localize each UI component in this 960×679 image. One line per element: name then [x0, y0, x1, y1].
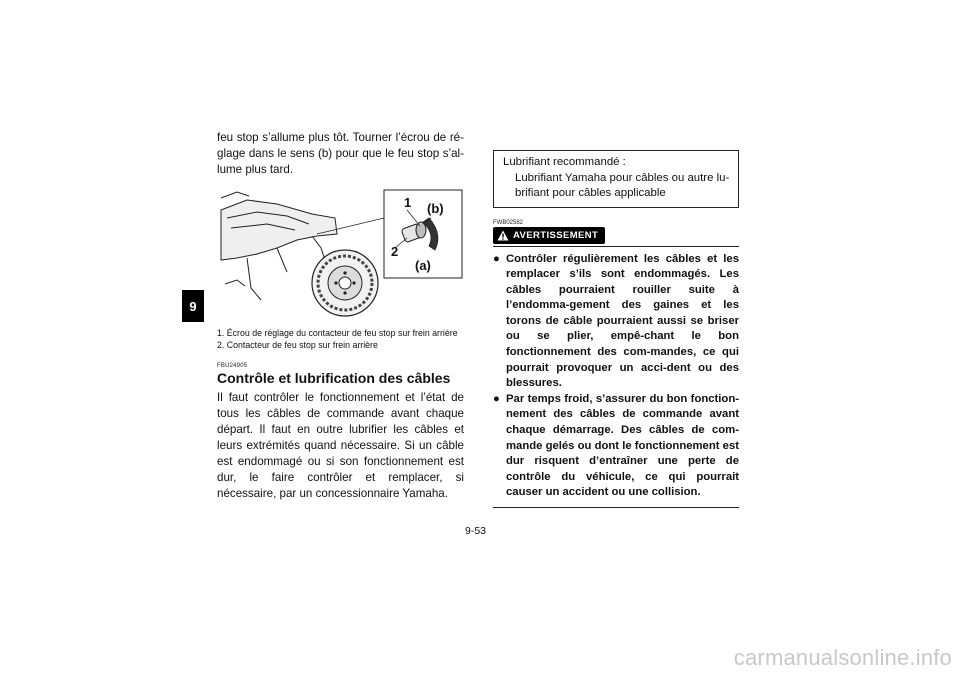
warning-badge: [493, 227, 605, 244]
figure-label-1: 1: [404, 195, 412, 210]
section-code: FBU24905: [217, 363, 248, 369]
warning-label: AVERTISSEMENT: [513, 229, 599, 241]
warning-code: FWB02582: [493, 219, 524, 226]
section-paragraph: Il faut contrôler le fonctionnement et l’état de tous les câbles de commande avant chaque départ. Il faut en outre lubrifier les câbles et leurs extrémités quand nécessaire. Si un câble est endommagé ou si son fonctionnement est dur, le faire contrôler et remplacer, si nécessaire, par un concessionnaire Yamaha.: [217, 391, 464, 500]
brake-switch-figure: [217, 188, 464, 318]
warning-end-rule: [493, 507, 739, 508]
figure-label-2: 2: [391, 244, 399, 259]
lubricant-text: Lubrifiant Yamaha pour câbles ou autre lu-brifiant pour câbles applicable: [515, 171, 730, 199]
figure-callouts: [217, 328, 464, 351]
left-column: [217, 130, 464, 502]
lubricant-title: Lubrifiant recommandé :: [503, 156, 626, 168]
chapter-tab: 9: [182, 290, 204, 322]
watermark[interactable]: carmanualsonline.info: [733, 645, 952, 670]
bullet-icon: ●: [493, 252, 500, 265]
right-column: [493, 150, 739, 508]
lubricant-box: [493, 150, 739, 208]
callout-item-1: 1. Écrou de réglage du contacteur de feu stop sur frein arrière: [217, 328, 458, 338]
warning-item: [493, 392, 739, 501]
section-heading: Contrôle et lubrification des câbles: [217, 370, 451, 386]
callout-item-2: 2. Contacteur de feu stop sur frein arrière: [217, 340, 378, 350]
figure-label-a: (a): [415, 258, 431, 273]
warning-list: [493, 252, 739, 502]
warning-item-text: Contrôler régulièrement les câbles et les remplacer s’ils sont endommagés. Les câbles pourraient rouiller suite à l’endomma-gement des gaines et les torons de câble pourraient aussi se briser ou se plier, empê-chant le bon fonctionnement des com-mandes, ce qui pourrait provoquer un acci-dent ou des blessures.: [506, 252, 739, 390]
bullet-icon: ●: [493, 392, 500, 405]
figure-label-b: (b): [427, 201, 444, 216]
warning-triangle-icon: [497, 230, 509, 241]
page-number: 9-53: [465, 525, 487, 537]
wheel-icon: [312, 250, 378, 316]
warning-item-text: Par temps froid, s’assurer du bon fonction-nement des câbles de commande avant chaque démarrage. Des câbles de com-mande gelés ou dont le fonctionnement est dur risquent d’entraîner une perte de contrôle du véhicule, ce qui pourrait causer un accident ou une collision.: [506, 392, 739, 499]
warning-header: [493, 227, 739, 247]
warning-item: [493, 252, 739, 392]
intro-text: feu stop s’allume plus tôt. Tourner l’écrou de ré-glage dans le sens (b) pour que le feu stop s’al-lume plus tard.: [217, 131, 464, 176]
